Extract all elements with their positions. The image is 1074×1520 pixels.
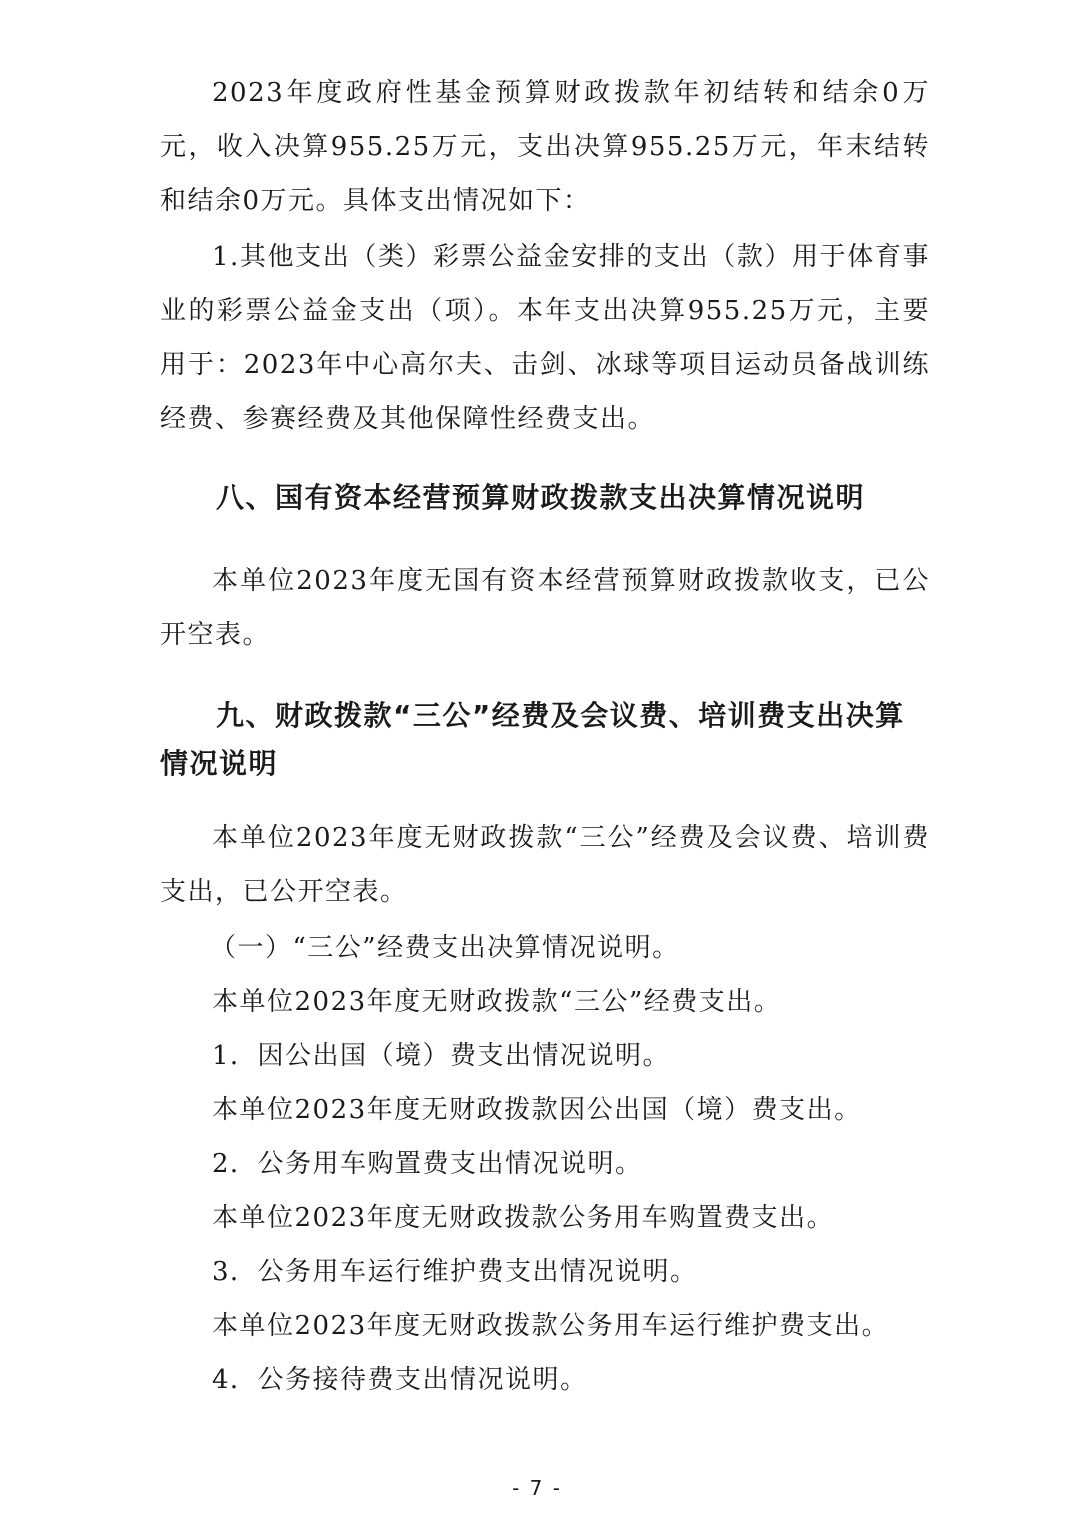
section-heading-nine: 九、财政拨款“三公”经费及会议费、培训费支出决算情况说明 <box>160 699 905 780</box>
item-four-title: 4．公务接待费支出情况说明。 <box>212 1365 588 1395</box>
paragraph-state-capital: 本单位2023年度无国有资本经营预算财政拨款收支，已公开空表。 <box>160 566 930 650</box>
subsection-one-title: （一）“三公”经费支出决算情况说明。 <box>210 933 680 963</box>
item-one-body: 本单位2023年度无财政拨款因公出国（境）费支出。 <box>212 1095 862 1125</box>
item-two-title: 2．公务用车购置费支出情况说明。 <box>212 1149 643 1179</box>
section-heading-eight: 八、国有资本经营预算财政拨款支出决算情况说明 <box>216 481 866 514</box>
page-number: - 7 - <box>512 1476 562 1500</box>
subsection-one-body: 本单位2023年度无财政拨款“三公”经费支出。 <box>212 987 782 1017</box>
paragraph-fund-budget: 2023年度政府性基金预算财政拨款年初结转和结余0万元，收入决算955.25万元，支出决算955.25万元，年末结转和结余0万元。具体支出情况如下： <box>160 78 930 216</box>
item-three-title: 3．公务用车运行维护费支出情况说明。 <box>212 1257 698 1287</box>
paragraph-three-public-expenses: 本单位2023年度无财政拨款“三公”经费及会议费、培训费支出，已公开空表。 <box>160 823 930 907</box>
item-one-title: 1．因公出国（境）费支出情况说明。 <box>212 1041 671 1071</box>
paragraph-lottery-expenditure: 1.其他支出（类）彩票公益金安排的支出（款）用于体育事业的彩票公益金支出（项）。本年支出决算955.25万元，主要用于：2023年中心高尔夫、击剑、冰球等项目运动员备战训练经费、参赛经费及其他保障性经费支出。 <box>160 242 930 434</box>
item-three-body: 本单位2023年度无财政拨款公务用车运行维护费支出。 <box>212 1311 890 1341</box>
item-two-body: 本单位2023年度无财政拨款公务用车购置费支出。 <box>212 1203 835 1233</box>
